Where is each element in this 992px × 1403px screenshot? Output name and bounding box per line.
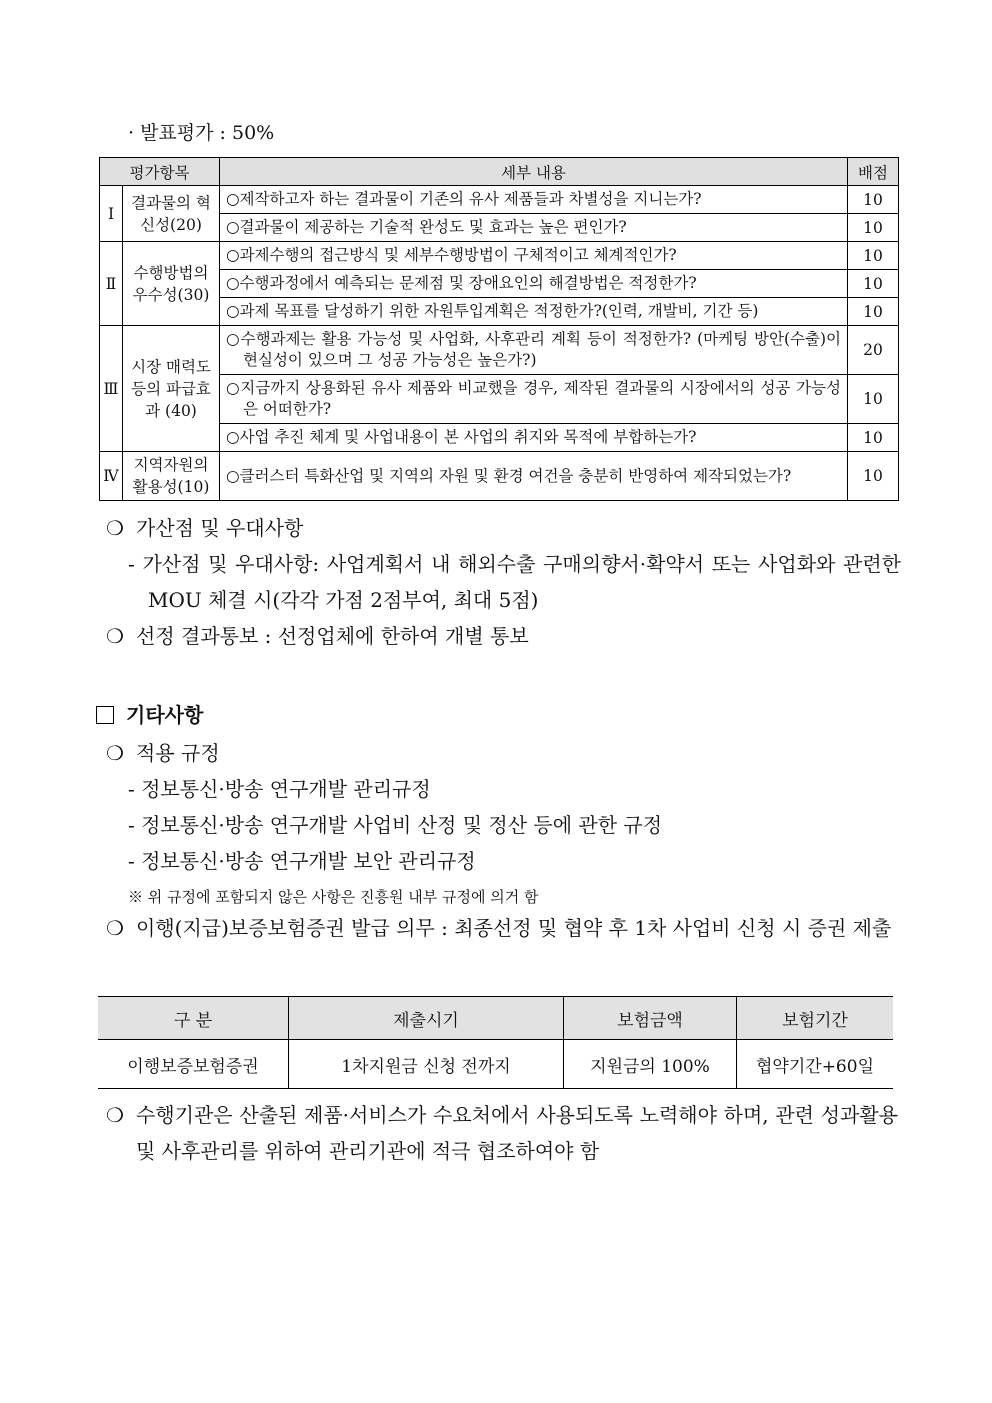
table-row xyxy=(100,242,899,270)
criterion-score: 10 xyxy=(848,298,899,326)
category-label: 결과물의 혁신성(20) xyxy=(123,186,220,242)
roman-numeral: Ⅲ xyxy=(100,326,123,452)
header-category: 구 분 xyxy=(98,997,289,1040)
criterion-score: 10 xyxy=(848,452,899,501)
roman-numeral: Ⅱ xyxy=(100,242,123,326)
cell-insured-amount: 지원금의 100% xyxy=(564,1040,737,1089)
circle-bullet-icon: ❍ xyxy=(106,741,124,765)
category-label: 지역자원의 활용성(10) xyxy=(123,452,220,501)
cooperate-text: 수행기관은 산출된 제품·서비스가 수요처에서 사용되도록 노력해야 하며, 관련 성과활용 및 사후관리를 위하여 관리기관에 적극 협조하여야 함 xyxy=(136,1103,898,1163)
circle-bullet-icon: ❍ xyxy=(106,916,124,940)
table-header-row xyxy=(98,997,893,1040)
criterion-score: 20 xyxy=(848,326,899,375)
bonus-detail: - 가산점 및 우대사항: 사업계획서 내 해외수출 구매의향서·확약서 또는 사업화와 관련한 MOU 체결 시(각각 가점 2점부여, 최대 5점) xyxy=(128,552,901,612)
rule-item: - 정보통신·방송 연구개발 관리규정 xyxy=(128,777,431,801)
circle-bullet-icon: ❍ xyxy=(106,1103,124,1127)
criterion-text: ○제작하고자 하는 결과물이 기존의 유사 제품들과 차별성을 지니는가? xyxy=(226,190,702,208)
category-label: 수행방법의 우수성(30) xyxy=(123,242,220,326)
cell-submit-time: 1차지원금 신청 전까지 xyxy=(289,1040,564,1089)
circle-bullet-icon: ❍ xyxy=(106,516,124,540)
section-title: 기타사항 xyxy=(96,699,203,728)
criterion-text: ○지금까지 상용화된 유사 제품와 비교했을 경우, 제작된 결과물의 시장에서의 성공 가능성은 어떠한가? xyxy=(226,379,841,418)
criterion-text: ○수행과정에서 예측되는 문제점 및 장애요인의 해결방법은 적정한가? xyxy=(226,274,697,292)
table-row xyxy=(100,452,899,501)
criterion-text: ○과제 목표를 달성하기 위한 자원투입계획은 적정한가?(인력, 개발비, 기간 등) xyxy=(226,302,759,320)
rule-item: - 정보통신·방송 연구개발 사업비 산정 및 정산 등에 관한 규정 xyxy=(128,813,663,837)
rules-title: 적용 규정 xyxy=(136,741,220,765)
criterion-text: ○사업 추진 체계 및 사업내용이 본 사업의 취지와 목적에 부합하는가? xyxy=(226,428,697,446)
header-submit-time: 제출시기 xyxy=(289,997,564,1040)
header-insured-amount: 보험금액 xyxy=(564,997,737,1040)
table-row xyxy=(100,424,899,452)
criterion-score: 10 xyxy=(848,242,899,270)
criterion-score: 10 xyxy=(848,214,899,242)
criterion-score: 10 xyxy=(848,270,899,298)
table-row xyxy=(98,1040,893,1089)
table-row xyxy=(100,270,899,298)
notice-text: 선정 결과통보 : 선정업체에 한하여 개별 통보 xyxy=(136,624,529,648)
square-bullet-icon xyxy=(96,706,114,724)
header-detail: 세부 내용 xyxy=(220,158,848,186)
roman-numeral: Ⅰ xyxy=(100,186,123,242)
criterion-score: 10 xyxy=(848,424,899,452)
cooperate-section xyxy=(106,1097,898,1169)
criterion-text: ○결과물이 제공하는 기술적 완성도 및 효과는 높은 편인가? xyxy=(226,218,627,236)
criterion-score: 10 xyxy=(848,186,899,214)
table-header-row xyxy=(100,158,899,186)
roman-numeral: Ⅳ xyxy=(100,452,123,501)
bonus-title: 가산점 및 우대사항 xyxy=(136,516,304,540)
header-score: 배점 xyxy=(848,158,899,186)
circle-bullet-icon: ❍ xyxy=(106,624,124,648)
guarantee-section xyxy=(106,910,898,946)
guarantee-text: 이행(지급)보증보험증권 발급 의무 : 최종선정 및 협약 후 1차 사업비 신청 시 증권 제출 xyxy=(136,916,892,940)
rules-note: ※ 위 규정에 포함되지 않은 사항은 진흥원 내부 규정에 의거 함 xyxy=(128,888,539,906)
table-row xyxy=(100,298,899,326)
criterion-text: ○클러스터 특화산업 및 지역의 자원 및 환경 여건을 충분히 반영하여 제작되었는가? xyxy=(226,466,792,485)
criterion-text: ○과제수행의 접근방식 및 세부수행방법이 구체적이고 체계적인가? xyxy=(226,246,677,264)
table-row xyxy=(100,326,899,375)
table-row xyxy=(100,186,899,214)
header-item: 평가항목 xyxy=(100,158,220,186)
presentation-weight: · 발표평가 : 50% xyxy=(128,122,275,144)
rule-item: - 정보통신·방송 연구개발 보안 관리규정 xyxy=(128,849,476,873)
criterion-text: ○수행과제는 활용 가능성 및 사업화, 사후관리 계획 등이 적정한가? (마케팅 방안(수출)이 현실성이 있으며 그 성공 가능성은 높은가?) xyxy=(226,330,841,369)
cell-insurance-period: 협약기간+60일 xyxy=(737,1040,894,1089)
bonus-section xyxy=(106,510,901,654)
table-row xyxy=(100,214,899,242)
cell-category: 이행보증보험증권 xyxy=(98,1040,289,1089)
evaluation-table xyxy=(99,157,899,501)
category-label: 시장 매력도 등의 파급효과 (40) xyxy=(123,326,220,452)
header-insurance-period: 보험기간 xyxy=(737,997,894,1040)
rules-section xyxy=(106,735,901,879)
table-row xyxy=(100,375,899,424)
criterion-score: 10 xyxy=(848,375,899,424)
guarantee-table xyxy=(98,996,893,1089)
